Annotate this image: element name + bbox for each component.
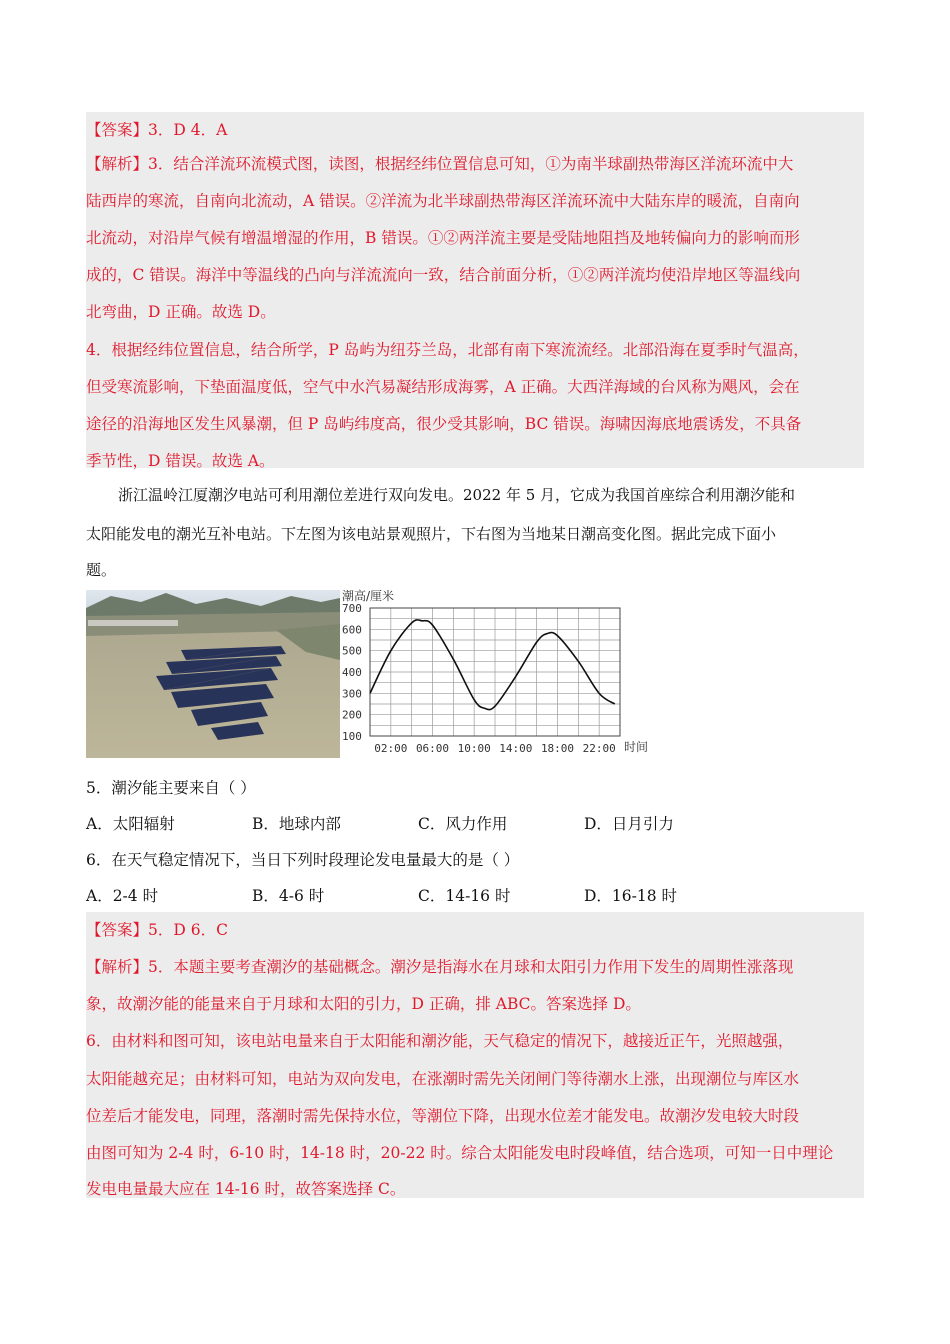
- q6-option-c: C．14-16 时: [418, 887, 511, 905]
- analysis-line: 象，故潮汐能的能量来自于月球和太阳的引力，D 正确，排 ABC。答案选择 D。: [86, 995, 641, 1013]
- intro-line: 题。: [86, 561, 117, 579]
- x-tick-label: 18:00: [540, 742, 575, 755]
- q6-option-d: D．16-18 时: [584, 887, 678, 905]
- power-station-photo: [86, 590, 340, 758]
- y-tick-label: 300: [342, 687, 362, 701]
- analysis-line: 太阳能越充足；由材料可知，电站为双向发电，在涨潮时需先关闭闸门等待潮水上涨，出现潮位与库区水: [86, 1070, 800, 1088]
- analysis-line: 发电电量最大应在 14-16 时，故答案选择 C。: [86, 1180, 406, 1198]
- analysis-line: 但受寒流影响，下垫面温度低，空气中水汽易凝结形成海雾，A 正确。大西洋海域的台风称为飓风，会在: [86, 378, 800, 396]
- analysis-line: 成的，C 错误。海洋中等温线的凸向与洋流流向一致，结合前面分析，①②两洋流均使沿岸地区等温线向: [86, 266, 801, 284]
- tide-height-chart: [340, 586, 652, 758]
- q5-option-c: C．风力作用: [418, 815, 508, 833]
- answer-block-5-6: [86, 912, 864, 1198]
- question-6: 6．在天气稳定情况下，当日下列时段理论发电量最大的是（ ）: [86, 851, 520, 869]
- question-5: 5．潮汐能主要来自（ ）: [86, 779, 256, 797]
- q5-option-d: D．日月引力: [584, 815, 674, 833]
- analysis-line: 【解析】3．结合洋流环流模式图，读图，根据经纬位置信息可知，①为南半球副热带海区洋流环流中大: [86, 155, 794, 173]
- answer-block-3-4: [86, 112, 864, 468]
- answer-line: 【答案】5．D 6．C: [86, 921, 228, 939]
- analysis-line: 北弯曲，D 正确。故选 D。: [86, 303, 276, 321]
- x-tick-label: 10:00: [457, 742, 491, 755]
- q5-option-b: B．地球内部: [252, 815, 341, 833]
- y-tick-label: 600: [342, 623, 362, 637]
- analysis-line: 位差后才能发电，同理，落潮时需先保持水位，等潮位下降，出现水位差才能发电。故潮汐发电较大时段: [86, 1107, 800, 1125]
- y-tick-label: 200: [342, 708, 362, 722]
- x-tick-label: 14:00: [499, 742, 533, 755]
- x-tick-label: 02:00: [374, 742, 408, 755]
- analysis-line: 【解析】5．本题主要考查潮汐的基础概念。潮汐是指海水在月球和太阳引力作用下发生的周期性涨落现: [86, 958, 794, 976]
- q6-option-b: B．4-6 时: [252, 887, 325, 905]
- analysis-line: 陆西岸的寒流，自南向北流动，A 错误。②洋流为北半球副热带海区洋流环流中大陆东岸的暖流，自南向: [86, 192, 800, 210]
- q5-option-a: A．太阳辐射: [86, 815, 175, 833]
- y-tick-label: 700: [342, 602, 362, 615]
- analysis-line: 4．根据经纬位置信息，结合所学，P 岛屿为纽芬兰岛，北部有南下寒流流经。北部沿海在夏季时气温高，: [86, 341, 809, 359]
- analysis-line: 季节性，D 错误。故选 A。: [86, 452, 275, 470]
- analysis-line: 北流动，对沿岸气候有增温增湿的作用，B 错误。①②两洋流主要是受陆地阻挡及地转偏向力的影响而形: [86, 229, 800, 247]
- y-tick-label: 100: [342, 730, 362, 743]
- analysis-line: 途径的沿海地区发生风暴潮，但 P 岛屿纬度高，很少受其影响，BC 错误。海啸因海底地震诱发，不具备: [86, 415, 802, 433]
- answer-line: 【答案】3．D 4．A: [86, 121, 228, 139]
- analysis-line: 6．由材料和图可知，该电站电量来自于太阳能和潮汐能，天气稳定的情况下，越接近正午，光照越强，: [86, 1032, 794, 1050]
- analysis-line: 由图可知为 2-4 时，6-10 时，14-18 时，20-22 时。综合太阳能发电时段峰值，结合选项，可知一日中理论: [86, 1144, 834, 1162]
- x-axis-label: 时间: [624, 740, 649, 754]
- intro-line: 浙江温岭江厦潮汐电站可利用潮位差进行双向发电。2022 年 5 月，它成为我国首座综合利用潮汐能和: [118, 486, 796, 504]
- x-tick-label: 06:00: [415, 742, 450, 755]
- intro-line: 太阳能发电的潮光互补电站。下左图为该电站景观照片，下右图为当地某日潮高变化图。据此完成下面小: [86, 525, 777, 543]
- y-tick-label: 500: [342, 644, 362, 658]
- q6-option-a: A．2-4 时: [86, 887, 159, 905]
- y-axis-label: 潮高/厘米: [342, 589, 395, 603]
- x-tick-label: 22:00: [582, 742, 616, 755]
- y-tick-label: 400: [342, 666, 362, 679]
